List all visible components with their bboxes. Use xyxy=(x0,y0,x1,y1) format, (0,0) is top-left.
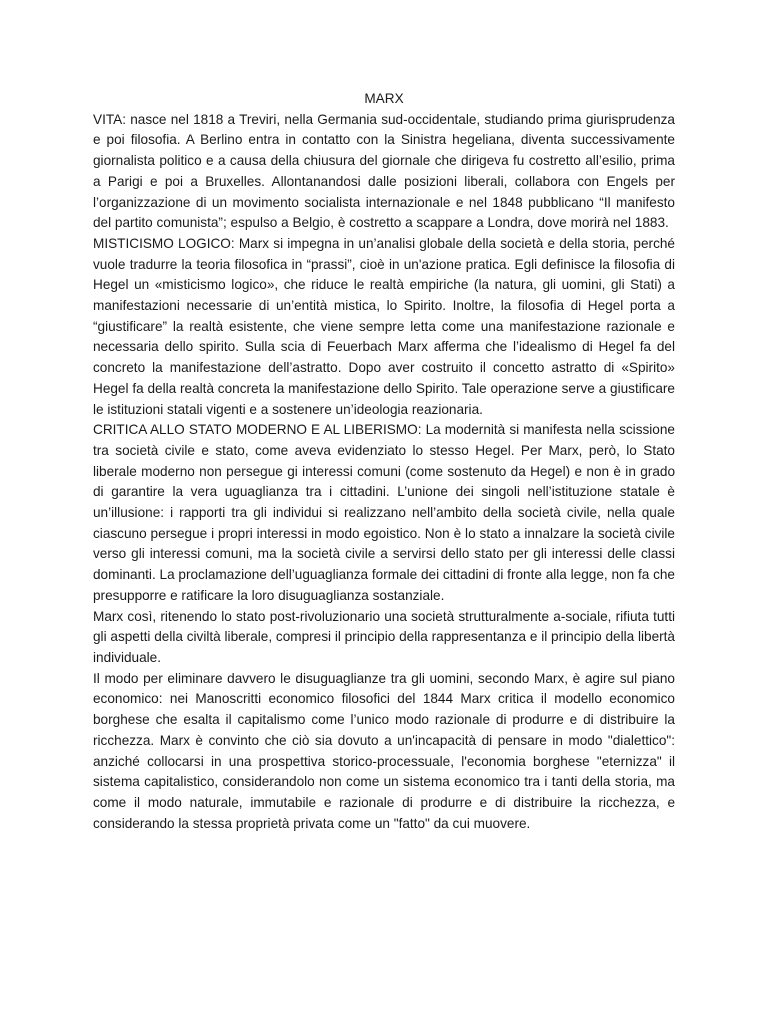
paragraph-misticismo-logico: MISTICISMO LOGICO: Marx si impegna in un’analisi globale della società e della storia, perché vuole tradurre la teoria filosofica in “prassi”, cioè in un'azione pratica. Egli definisce la filosofia di Hegel un «misticismo logico», che riduce le realtà empiriche (la natura, gli uomini, gli Stati) a manifestazioni necessarie di un’entità mistica, lo Spirito. Inoltre, la filosofia di Hegel porta a “giustificare” la realtà esistente, che viene sempre letta come una manifestazione razionale e necessaria dello spirito. Sulla scia di Feuerbach Marx afferma che l’idealismo di Hegel fa del concreto la manifestazione dell’astratto. Dopo aver costruito il concetto astratto di «Spirito» Hegel fa della realtà concreta la manifestazione dello Spirito. Tale operazione serve a giustificare le istituzioni statali vigenti e a sostenere un’ideologia reazionaria. xyxy=(93,235,675,417)
paragraph-vita: VITA: nasce nel 1818 a Treviri, nella Germania sud-occidentale, studiando prima giurisprudenza e poi filosofia. A Berlino entra in contatto con la Sinistra hegeliana, diventa successivamente giornalista politico e a causa della chiusura del giornale che dirigeva fu costretto all’esilio, prima a Parigi e poi a Bruxelles. Allontanandosi dalle posizioni liberali, collabora con Engels per l’organizzazione di un movimento socialista internazionale e nel 1848 pubblicano “Il manifesto del partito comunista”; espulso a Belgio, è costretto a scappare a Londra, dove morirà nel 1883. xyxy=(93,111,675,231)
document-body xyxy=(93,89,675,834)
document-title: MARX xyxy=(364,91,404,106)
paragraph-stato-post-rivoluzionario: Marx così, ritenendo lo stato post-rivoluzionario una società strutturalmente a-sociale, rifiuta tutti gli aspetti della civiltà liberale, compresi il principio della rappresentanza e il principio della libertà individuale. xyxy=(93,608,675,665)
paragraph-critica-stato-moderno: CRITICA ALLO STATO MODERNO E AL LIBERISMO: La modernità si manifesta nella scissione tra società civile e stato, come aveva evidenziato lo stesso Hegel. Per Marx, però, lo Stato liberale moderno non persegue gi interessi comuni (come sostenuto da Hegel) e non è in grado di garantire la vera uguaglianza tra i cittadini. L’unione dei singoli nell’istituzione statale è un’illusione: i rapporti tra gli individui si realizzano nell’ambito della società civile, nella quale ciascuno persegue i propri interessi in modo egoistico. Non è lo stato a innalzare la società civile verso gli interessi comuni, ma la società civile a servirsi dello stato per gli interessi delle classi dominanti. La proclamazione dell’uguaglianza formale dei cittadini di fronte alla legge, non fa che presupporre e ratificare la loro disuguaglianza sostanziale. xyxy=(93,422,675,603)
paragraph-piano-economico: Il modo per eliminare davvero le disuguaglianze tra gli uomini, secondo Marx, è agire sul piano economico: nei Manoscritti economico filosofici del 1844 Marx critica il modello economico borghese che esalta il capitalismo come l’unico modo razionale di produrre e di distribuire la ricchezza. Marx è convinto che ciò sia dovuto a un'incapacità di pensare in modo "dialettico": anziché collocarsi in una prospettiva storico-processuale, l'economia borghese "eternizza" il sistema capitalistico, considerandolo non come un sistema economico tra i tanti della storia, ma come il modo naturale, immutabile e razionale di produrre e di distribuire la ricchezza, e considerando la stessa proprietà privata come un "fatto" da cui muovere. xyxy=(93,670,675,831)
